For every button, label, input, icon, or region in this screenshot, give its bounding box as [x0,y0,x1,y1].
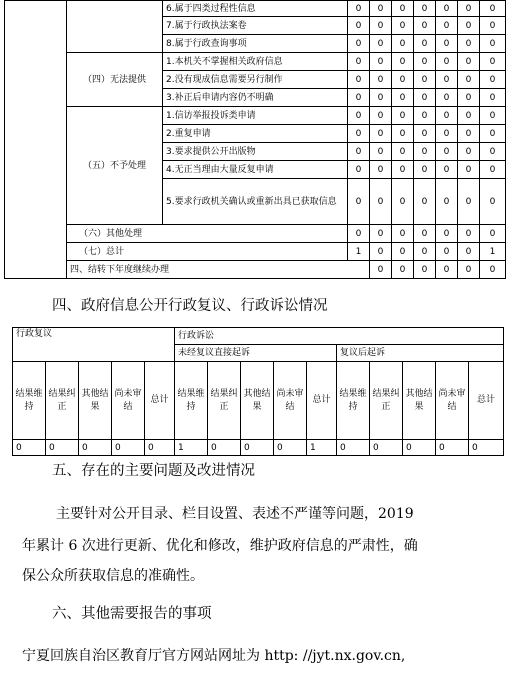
table-cell: 0 [348,1,370,17]
admin-review-header: 行政复议 [13,328,175,362]
column-header: 尚未审结 [436,362,469,440]
table-cell: 0 [458,243,480,261]
table-cell: 0 [436,179,458,225]
table-cell: 0 [436,71,458,89]
table-cell: 0 [414,161,436,179]
table-cell: 0 [414,1,436,17]
table-cell: 0 [392,53,414,71]
table-cell: 0 [414,179,436,225]
row-label: （六）其他处理 [67,225,348,243]
table-cell: 0 [436,53,458,71]
table-cell: 0 [403,440,436,456]
table-cell: 0 [436,161,458,179]
table-cell: 0 [392,225,414,243]
column-header: 其他结果 [403,362,436,440]
column-header: 其他结果 [241,362,274,440]
table-cell: 0 [370,107,392,125]
column-header: 结果维持 [13,362,46,440]
table-cell: 0 [392,17,414,35]
table-cell: 0 [392,261,414,279]
table-cell: 0 [480,17,506,35]
table-cell: 0 [436,125,458,143]
table-cell: 0 [480,89,506,107]
row-label: 3.补正后申请内容仍不明确 [163,89,348,107]
table-cell: 1 [307,440,337,456]
table-cell: 0 [348,53,370,71]
table-cell: 0 [458,161,480,179]
table-cell: 1 [175,440,208,456]
table-cell: 0 [392,125,414,143]
column-header: 尚未审结 [274,362,307,440]
table-cell: 0 [436,243,458,261]
table-cell: 0 [208,440,241,456]
table-cell: 0 [458,89,480,107]
table-cell: 0 [392,161,414,179]
section-4-heading: 四、政府信息公开行政复议、行政诉讼情况 [52,298,328,314]
table-cell: 0 [436,143,458,161]
group-label: （四）无法提供 [67,53,163,107]
table-cell: 0 [480,225,506,243]
section-5-paragraph-line-1: 主要针对公开目录、栏目设置、表述不严谨等问题，2019 [56,506,414,522]
row-label: 2.重复申请 [163,125,348,143]
table-cell: 0 [241,440,274,456]
table-cell: 0 [480,125,506,143]
column-header: 其他结果 [79,362,112,440]
left-merged-cell [5,1,67,279]
column-header: 尚未审结 [112,362,145,440]
table-cell: 0 [370,225,392,243]
table-cell: 0 [414,125,436,143]
row-label: 7.属于行政执法案卷 [163,17,348,35]
section-6-heading: 六、其他需要报告的事项 [52,606,212,622]
admin-litigation-header: 行政诉讼 [175,328,504,345]
direct-suit-header: 未经复议直接起诉 [175,345,337,362]
table-cell: 0 [436,440,469,456]
table-cell: 0 [480,35,506,53]
table-cell: 0 [392,107,414,125]
column-header: 结果纠正 [370,362,403,440]
table-cell: 0 [392,71,414,89]
table-cell: 0 [13,440,46,456]
table-cell: 0 [480,71,506,89]
table-cell: 0 [414,89,436,107]
table-cell: 0 [370,17,392,35]
column-header: 结果维持 [337,362,370,440]
row-label: 6.属于四类过程性信息 [163,1,348,17]
table-cell: 0 [370,35,392,53]
table-cell: 0 [458,143,480,161]
table-cell: 0 [458,179,480,225]
table-cell: 0 [414,243,436,261]
table-cell: 0 [480,179,506,225]
table-cell: 0 [370,125,392,143]
row-label: 5.要求行政机关确认或重新出具已获取信息 [163,179,348,225]
row-label: 8.属于行政查询事项 [163,35,348,53]
table-cell: 0 [370,261,392,279]
table-cell: 0 [392,89,414,107]
table-cell: 0 [414,261,436,279]
table-cell: 1 [348,243,370,261]
table-cell: 0 [458,107,480,125]
review-litigation-table [12,327,504,456]
table-cell: 0 [348,71,370,89]
table-cell: 0 [370,161,392,179]
table-cell: 0 [370,89,392,107]
table-cell: 0 [436,261,458,279]
table-cell: 0 [79,440,112,456]
row-label: 2.没有现成信息需要另行制作 [163,71,348,89]
table-cell: 0 [458,17,480,35]
table-cell: 0 [414,107,436,125]
table-cell: 0 [348,17,370,35]
after-review-header: 复议后起诉 [337,345,504,362]
section-5-heading: 五、存在的主要问题及改进情况 [52,463,255,479]
table-cell: 0 [458,53,480,71]
table-cell: 0 [337,440,370,456]
table-cell: 0 [458,225,480,243]
table-cell: 0 [112,440,145,456]
table-cell: 0 [274,440,307,456]
table-cell: 0 [414,71,436,89]
column-header: 总计 [469,362,504,440]
section-5-paragraph-line-2: 年累计 6 次进行更新、优化和修改，维护政府信息的严肃性，确 [22,538,418,554]
table-cell: 0 [370,440,403,456]
table-cell: 0 [145,440,175,456]
row-label: 3.要求提供公开出版物 [163,143,348,161]
application-handling-table [4,0,506,279]
table-cell: 0 [414,225,436,243]
table-cell: 0 [392,1,414,17]
table-cell: 0 [480,53,506,71]
table-cell: 0 [436,35,458,53]
group-label: （五）不予处理 [67,107,163,225]
table-cell: 0 [348,107,370,125]
table-cell: 0 [469,440,504,456]
row-label: 1.本机关不掌握相关政府信息 [163,53,348,71]
table-cell: 0 [348,161,370,179]
table-cell: 0 [348,89,370,107]
table-cell: 0 [414,143,436,161]
previous-group-cell [67,1,163,53]
table-cell: 0 [370,243,392,261]
table-cell: 0 [436,225,458,243]
table-cell: 0 [392,143,414,161]
table-cell: 1 [480,243,506,261]
column-header: 结果纠正 [208,362,241,440]
table-cell: 0 [348,35,370,53]
table-cell: 0 [392,35,414,53]
table-cell: 0 [458,1,480,17]
row-label: （七）总计 [67,243,348,261]
table-cell: 0 [436,1,458,17]
table-cell: 0 [370,71,392,89]
table-cell: 0 [436,107,458,125]
table-cell: 0 [480,261,506,279]
table-cell: 0 [414,17,436,35]
table-cell: 0 [458,261,480,279]
table-cell: 0 [436,17,458,35]
table-cell: 0 [370,1,392,17]
section-6-paragraph-line-1: 宁夏回族自治区教育厅官方网站网址为 http: //jyt.nx.gov.cn, [22,648,406,664]
table-cell: 0 [458,71,480,89]
table-cell: 0 [458,125,480,143]
column-header: 结果纠正 [46,362,79,440]
table-cell: 0 [414,35,436,53]
column-header: 总计 [307,362,337,440]
table-cell: 0 [436,89,458,107]
table-cell: 0 [480,1,506,17]
table-cell: 0 [348,143,370,161]
row-label: 1.信访举报投诉类申请 [163,107,348,125]
column-header: 结果维持 [175,362,208,440]
table-cell: 0 [348,125,370,143]
table-cell: 0 [480,107,506,125]
table-cell: 0 [392,243,414,261]
column-header: 总计 [145,362,175,440]
table-cell: 0 [392,179,414,225]
table-cell: 0 [370,53,392,71]
table-cell: 0 [46,440,79,456]
table-cell: 0 [414,53,436,71]
table-cell: 0 [370,179,392,225]
table-cell: 0 [458,35,480,53]
table-cell: 0 [370,143,392,161]
table-cell: 0 [348,179,370,225]
table-cell: 0 [480,161,506,179]
row-label: 四、结转下年度继续办理 [67,261,370,279]
section-5-paragraph-line-3: 保公众所获取信息的准确性。 [22,568,204,584]
row-label: 4.无正当理由大量反复申请 [163,161,348,179]
table-cell: 0 [348,225,370,243]
table-cell: 0 [480,143,506,161]
